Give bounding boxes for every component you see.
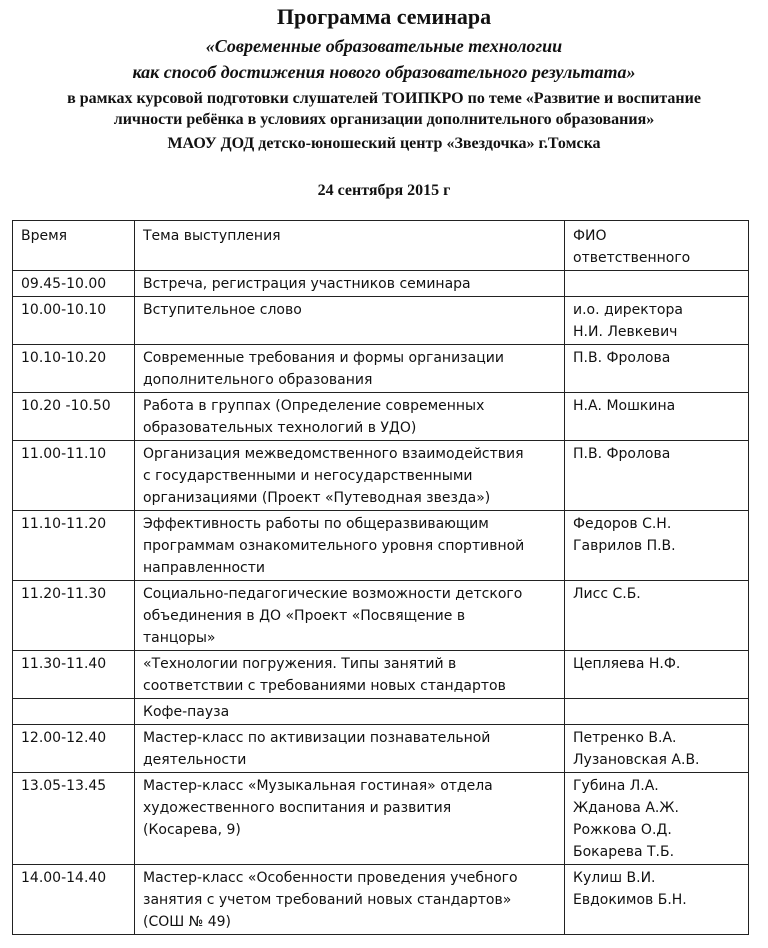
- table-row: [13, 725, 749, 773]
- time-cell: 11.10-11.20: [13, 511, 135, 581]
- topic-cell: Современные требования и формы организации дополнительного образования: [135, 345, 565, 393]
- time-cell: 10.20 -10.50: [13, 393, 135, 441]
- program-table: [12, 220, 749, 935]
- time-cell: 13.05-13.45: [13, 773, 135, 865]
- person-cell: Федоров С.Н. Гаврилов П.В.: [565, 511, 749, 581]
- header-time: Время: [13, 221, 135, 271]
- table-row: [13, 651, 749, 699]
- topic-cell: Встреча, регистрация участников семинара: [135, 271, 565, 297]
- page-title: Программа семинара: [276, 4, 492, 29]
- topic-cell: Мастер-класс «Особенности проведения учебного занятия с учетом требований новых стандартов» (СОШ № 49): [135, 865, 565, 935]
- header-person: ФИО ответственного: [565, 221, 749, 271]
- time-cell: 14.00-14.40: [13, 865, 135, 935]
- table-row: [13, 271, 749, 297]
- seminar-date: 24 сентября 2015 г: [317, 182, 451, 199]
- topic-cell: Социально-педагогические возможности детского объединения в ДО «Проект «Посвящение в танцоры»: [135, 581, 565, 651]
- time-cell: 10.00-10.10: [13, 297, 135, 345]
- course-description-line2: личности ребёнка в условиях организации дополнительного образования»: [113, 111, 655, 128]
- table-header-row: [13, 221, 749, 271]
- table-row: [13, 581, 749, 651]
- topic-cell: Мастер-класс «Музыкальная гостиная» отдела художественного воспитания и развития (Косарева, 9): [135, 773, 565, 865]
- table-row: [13, 865, 749, 935]
- topic-cell: Вступительное слово: [135, 297, 565, 345]
- topic-cell: Организация межведомственного взаимодействия с государственными и негосударственными организациями (Проект «Путеводная звезда»): [135, 441, 565, 511]
- topic-cell: Мастер-класс по активизации познавательной деятельности: [135, 725, 565, 773]
- person-cell: [565, 271, 749, 297]
- time-cell: 10.10-10.20: [13, 345, 135, 393]
- person-cell: П.В. Фролова: [565, 441, 749, 511]
- person-cell: П.В. Фролова: [565, 345, 749, 393]
- table-row: [13, 773, 749, 865]
- topic-cell: «Технологии погружения. Типы занятий в соответствии с требованиями новых стандартов: [135, 651, 565, 699]
- topic-cell: Эффективность работы по общеразвивающим программам ознакомительного уровня спортивной направленности: [135, 511, 565, 581]
- table-row: [13, 297, 749, 345]
- topic-cell: Кофе-пауза: [135, 699, 565, 725]
- time-cell: 11.30-11.40: [13, 651, 135, 699]
- table-row: [13, 345, 749, 393]
- table-row: [13, 511, 749, 581]
- seminar-subtitle-line2: как способ достижения нового образовательного результата»: [132, 62, 636, 82]
- organization-name: МАОУ ДОД детско-юношеский центр «Звездочка» г.Томска: [167, 135, 601, 152]
- person-cell: Н.А. Мошкина: [565, 393, 749, 441]
- course-description-line1: в рамках курсовой подготовки слушателей ТОИПКРО по теме «Развитие и воспитание: [67, 90, 701, 107]
- topic-cell: Работа в группах (Определение современных образовательных технологий в УДО): [135, 393, 565, 441]
- table-row: [13, 441, 749, 511]
- person-cell: Петренко В.А. Лузановская А.В.: [565, 725, 749, 773]
- time-cell: 09.45-10.00: [13, 271, 135, 297]
- person-cell: Кулиш В.И. Евдокимов Б.Н.: [565, 865, 749, 935]
- person-cell: Цепляева Н.Ф.: [565, 651, 749, 699]
- time-cell: 11.20-11.30: [13, 581, 135, 651]
- time-cell: 12.00-12.40: [13, 725, 135, 773]
- table-row: [13, 393, 749, 441]
- person-cell: Лисс С.Б.: [565, 581, 749, 651]
- person-cell: Губина Л.А. Жданова А.Ж. Рожкова О.Д. Бокарева Т.Б.: [565, 773, 749, 865]
- person-cell: [565, 699, 749, 725]
- time-cell: [13, 699, 135, 725]
- time-cell: 11.00-11.10: [13, 441, 135, 511]
- person-cell: и.о. директора Н.И. Левкевич: [565, 297, 749, 345]
- table-row: [13, 699, 749, 725]
- header-topic: Тема выступления: [135, 221, 565, 271]
- seminar-subtitle-line1: «Современные образовательные технологии: [205, 36, 563, 56]
